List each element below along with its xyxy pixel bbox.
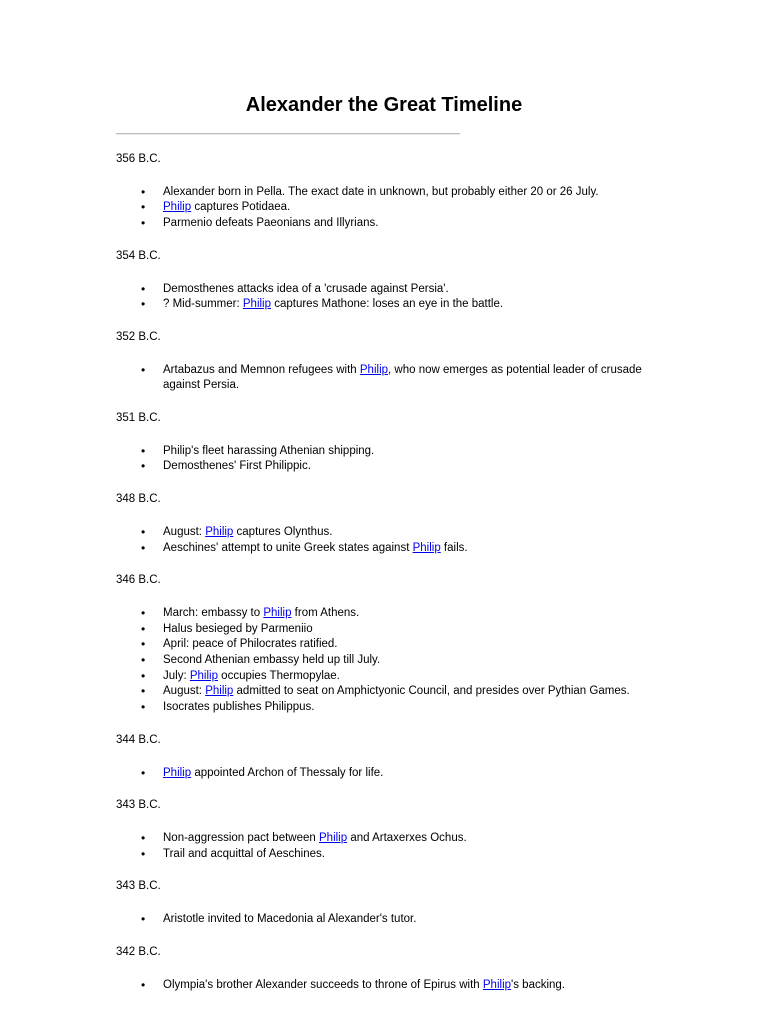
event-text: ? Mid-summer:	[163, 298, 243, 311]
event-item	[141, 605, 656, 622]
philip-link[interactable]: Philip	[205, 525, 234, 538]
bullet-icon: •	[141, 830, 146, 845]
event-item	[141, 846, 656, 863]
year-heading: 343 B.C.	[116, 799, 161, 812]
bullet-icon: •	[141, 297, 146, 312]
bullet-icon: •	[141, 621, 146, 636]
event-text: Demosthenes attacks idea of a 'crusade against Persia'.	[163, 282, 449, 295]
year-heading: 354 B.C.	[116, 249, 161, 262]
event-text: Second Athenian embassy held up till July.	[163, 654, 381, 667]
year-heading: 346 B.C.	[116, 574, 161, 587]
bullet-icon: •	[141, 443, 146, 458]
year-heading: 343 B.C.	[116, 880, 161, 893]
event-item	[141, 524, 656, 541]
event-list	[116, 912, 656, 928]
bullet-icon: •	[141, 281, 146, 296]
bullet-icon: •	[141, 540, 146, 555]
event-item	[141, 540, 656, 557]
timeline	[116, 152, 656, 1010]
event-list	[116, 831, 656, 862]
event-item	[141, 653, 656, 669]
bullet-icon: •	[141, 765, 146, 780]
bullet-icon: •	[141, 605, 146, 620]
event-item	[141, 459, 656, 475]
philip-link[interactable]: Philip	[205, 685, 234, 698]
event-text: from Athens.	[291, 606, 360, 619]
event-text: occupies Thermopylae.	[217, 669, 340, 682]
bullet-icon: •	[141, 977, 146, 992]
event-text: captures Potidaea.	[191, 201, 291, 214]
event-item	[141, 216, 656, 232]
bullet-icon: •	[141, 216, 146, 231]
philip-link[interactable]: Philip	[412, 541, 441, 554]
bullet-icon: •	[141, 700, 146, 715]
event-text: and Artaxerxes Ochus.	[347, 831, 467, 844]
event-text: 's backing.	[511, 978, 566, 991]
event-text: Philip's fleet harassing Athenian shipping.	[163, 444, 375, 457]
bullet-icon: •	[141, 637, 146, 652]
event-item	[141, 362, 656, 394]
bullet-icon: •	[141, 524, 146, 539]
year-heading: 342 B.C.	[116, 945, 161, 958]
event-list	[116, 766, 656, 782]
philip-link[interactable]: Philip	[359, 363, 389, 376]
event-text: Parmenio defeats Paeonians and Illyrians.	[163, 217, 379, 230]
event-text: Trail and acquittal of Aeschines.	[163, 847, 325, 860]
event-text: August:	[163, 685, 206, 698]
bullet-icon: •	[141, 653, 146, 668]
event-list	[116, 282, 656, 313]
bullet-icon: •	[141, 459, 146, 474]
event-text: March: embassy to	[163, 606, 264, 619]
event-text: fails.	[440, 541, 468, 554]
bullet-icon: •	[141, 846, 146, 861]
event-text: Demosthenes' First Philippic.	[163, 460, 311, 473]
event-item	[141, 200, 656, 216]
event-item	[141, 684, 656, 700]
bullet-icon: •	[141, 912, 146, 927]
philip-link[interactable]: Philip	[163, 766, 192, 779]
bullet-icon: •	[141, 668, 146, 683]
event-item	[141, 912, 656, 928]
event-text: Isocrates publishes Philippus.	[163, 701, 315, 714]
page-title: Alexander the Great Timeline	[245, 94, 523, 116]
event-list	[116, 978, 656, 994]
bullet-icon: •	[141, 200, 146, 215]
philip-link[interactable]: Philip	[263, 606, 292, 619]
event-text: Halus besieged by Parmeniio	[163, 622, 313, 635]
event-list	[116, 606, 656, 716]
event-item	[141, 668, 656, 685]
year-heading: 356 B.C.	[116, 153, 161, 165]
event-text: , who now emerges as potential leader of crusade against Persia.	[163, 363, 642, 392]
event-text: appointed Archon of Thessaly for life.	[191, 766, 384, 779]
philip-link[interactable]: Philip	[163, 201, 192, 214]
event-item	[141, 297, 656, 313]
year-heading: 348 B.C.	[116, 493, 161, 506]
event-list	[116, 444, 656, 475]
event-item	[141, 765, 656, 782]
event-item	[141, 637, 656, 653]
event-text: captures Olynthus.	[233, 525, 333, 538]
year-heading: 351 B.C.	[116, 412, 161, 425]
event-text: Aeschines' attempt to unite Greek states against	[163, 541, 413, 554]
philip-link[interactable]: Philip	[482, 978, 512, 991]
title-divider	[116, 133, 460, 135]
event-item	[141, 621, 656, 638]
event-item	[141, 184, 656, 201]
bullet-icon: •	[141, 184, 146, 199]
event-text: captures Mathone: loses an eye in the battle.	[271, 298, 504, 311]
year-heading: 344 B.C.	[116, 733, 161, 746]
event-list	[116, 363, 656, 394]
event-item	[141, 443, 656, 460]
event-text: Alexander born in Pella. The exact date in unknown, but probably either 20 or 26 July.	[163, 185, 599, 198]
event-text: August:	[163, 525, 206, 538]
event-item	[141, 977, 656, 994]
event-text: Non-aggression pact between	[163, 831, 319, 844]
philip-link[interactable]: Philip	[319, 831, 348, 844]
event-item	[141, 700, 656, 716]
bullet-icon: •	[141, 362, 146, 377]
event-item	[141, 830, 656, 847]
event-text: admitted to seat on Amphictyonic Council, and presides over Pythian Games.	[233, 685, 630, 698]
year-heading: 352 B.C.	[116, 330, 161, 343]
event-text: Olympia's brother Alexander succeeds to throne of Epirus with	[163, 978, 483, 991]
event-text: July:	[163, 669, 190, 682]
philip-link[interactable]: Philip	[242, 298, 272, 311]
event-list	[116, 525, 656, 556]
event-text: Artabazus and Memnon refugees with	[163, 363, 360, 376]
event-item	[141, 281, 656, 298]
bullet-icon: •	[141, 684, 146, 699]
philip-link[interactable]: Philip	[189, 669, 218, 682]
event-text: Aristotle invited to Macedonia al Alexander's tutor.	[163, 913, 417, 926]
event-list	[116, 185, 656, 232]
event-text: April: peace of Philocrates ratified.	[163, 638, 338, 651]
